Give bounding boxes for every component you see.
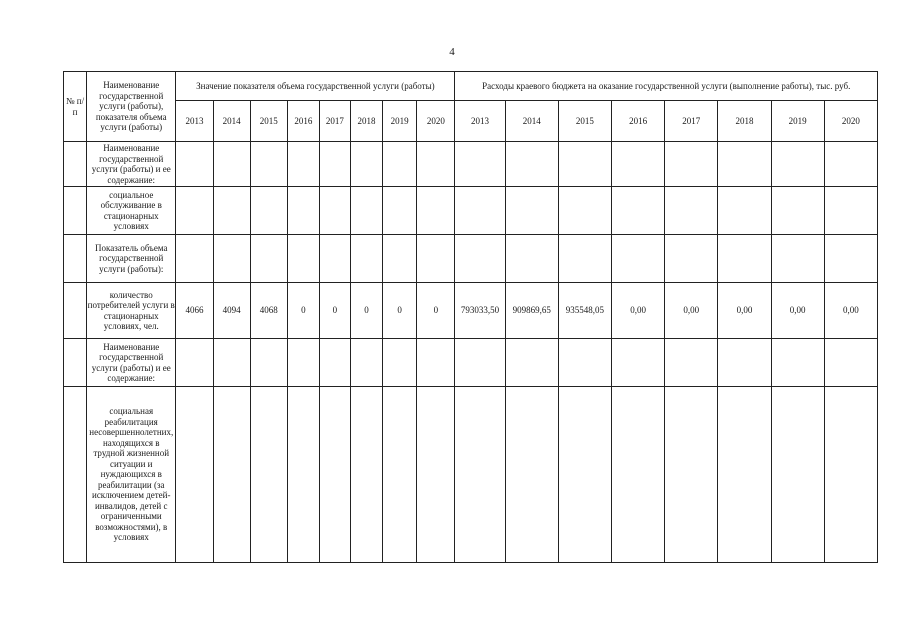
year-budget-header: 2016 — [611, 101, 664, 142]
volume-value-cell — [417, 387, 455, 563]
budget-value-cell — [718, 339, 771, 387]
volume-value-cell — [213, 187, 250, 235]
header-volume-group: Значение показателя объема государственной услуги (работы) — [176, 72, 455, 101]
budget-value-cell — [505, 142, 558, 187]
budget-value-cell — [455, 142, 505, 187]
budget-value-cell — [718, 387, 771, 563]
volume-value-cell: 0 — [319, 283, 350, 339]
volume-value-cell: 4094 — [213, 283, 250, 339]
volume-value-cell — [250, 187, 287, 235]
budget-value-cell — [455, 187, 505, 235]
volume-value-cell — [213, 387, 250, 563]
volume-value-cell — [176, 142, 213, 187]
year-volume-header: 2013 — [176, 101, 213, 142]
row-name-cell: социальная реабилитация несовершеннолетних, находящихся в трудной жизненной ситуации и нуждающихся в реабилитации (за исключением детей-инвалидов, детей с ограниченными возможностями), в условиях — [87, 387, 176, 563]
volume-value-cell — [176, 187, 213, 235]
page-number: 4 — [449, 46, 455, 58]
volume-value-cell: 0 — [417, 283, 455, 339]
volume-value-cell — [213, 142, 250, 187]
year-header-row — [64, 101, 878, 142]
volume-value-cell — [417, 235, 455, 283]
budget-value-cell — [665, 187, 718, 235]
budget-value-cell: 0,00 — [824, 283, 877, 339]
budget-value-cell: 935548,05 — [558, 283, 611, 339]
table-body — [64, 142, 878, 563]
row-num-cell — [64, 142, 87, 187]
volume-value-cell — [350, 339, 382, 387]
volume-value-cell — [319, 142, 350, 187]
header-name: Наименование государственной услуги (работы), показателя объема услуги (работы) — [87, 72, 176, 142]
year-budget-header: 2015 — [558, 101, 611, 142]
budget-value-cell: 0,00 — [611, 283, 664, 339]
budget-value-cell — [505, 387, 558, 563]
volume-value-cell: 0 — [383, 283, 417, 339]
volume-value-cell — [287, 142, 319, 187]
year-budget-header: 2014 — [505, 101, 558, 142]
volume-value-cell — [287, 339, 319, 387]
year-budget-header: 2018 — [718, 101, 771, 142]
year-budget-header: 2013 — [455, 101, 505, 142]
volume-value-cell — [383, 387, 417, 563]
volume-value-cell — [213, 235, 250, 283]
row-num-cell — [64, 235, 87, 283]
year-budget-header: 2019 — [771, 101, 824, 142]
row-num-cell — [64, 387, 87, 563]
table-row — [64, 387, 878, 563]
budget-value-cell — [718, 142, 771, 187]
budget-value-cell: 0,00 — [665, 283, 718, 339]
budget-value-cell — [611, 235, 664, 283]
row-name-cell: Наименование государственной услуги (работы) и ее содержание: — [87, 339, 176, 387]
year-volume-header: 2018 — [350, 101, 382, 142]
budget-value-cell — [455, 339, 505, 387]
row-num-cell — [64, 283, 87, 339]
year-volume-header: 2014 — [213, 101, 250, 142]
volume-value-cell — [417, 187, 455, 235]
budget-value-cell — [665, 142, 718, 187]
volume-value-cell: 0 — [350, 283, 382, 339]
header-budget-group: Расходы краевого бюджета на оказание государственной услуги (выполнение работы), тыс. руб. — [455, 72, 878, 101]
budget-value-cell — [718, 235, 771, 283]
budget-value-cell — [558, 142, 611, 187]
volume-value-cell — [250, 235, 287, 283]
budget-value-cell — [771, 187, 824, 235]
budget-value-cell — [455, 387, 505, 563]
volume-value-cell — [287, 387, 319, 563]
volume-value-cell — [417, 339, 455, 387]
budget-value-cell — [824, 339, 877, 387]
volume-value-cell — [383, 235, 417, 283]
budget-value-cell — [611, 387, 664, 563]
row-name-cell: Наименование государственной услуги (работы) и ее содержание: — [87, 142, 176, 187]
budget-value-cell — [665, 235, 718, 283]
volume-value-cell — [350, 187, 382, 235]
volume-value-cell: 4068 — [250, 283, 287, 339]
volume-value-cell — [383, 142, 417, 187]
budget-value-cell: 793033,50 — [455, 283, 505, 339]
volume-value-cell — [319, 235, 350, 283]
header-num: № п/п — [64, 72, 87, 142]
year-volume-header: 2019 — [383, 101, 417, 142]
budget-value-cell — [505, 235, 558, 283]
table-row — [64, 339, 878, 387]
volume-value-cell — [250, 339, 287, 387]
volume-value-cell — [383, 339, 417, 387]
budget-value-cell — [611, 187, 664, 235]
volume-value-cell: 0 — [287, 283, 319, 339]
services-table — [63, 71, 878, 563]
budget-value-cell — [505, 339, 558, 387]
table-row — [64, 142, 878, 187]
volume-value-cell — [250, 387, 287, 563]
volume-value-cell — [287, 235, 319, 283]
budget-value-cell — [558, 235, 611, 283]
budget-value-cell — [611, 142, 664, 187]
budget-value-cell — [665, 387, 718, 563]
budget-value-cell — [558, 187, 611, 235]
budget-value-cell: 909869,65 — [505, 283, 558, 339]
budget-value-cell — [665, 339, 718, 387]
budget-value-cell: 0,00 — [718, 283, 771, 339]
volume-value-cell — [176, 235, 213, 283]
budget-value-cell — [771, 235, 824, 283]
budget-value-cell — [824, 387, 877, 563]
row-name-cell: количество потребителей услуги в стационарных условиях, чел. — [87, 283, 176, 339]
year-budget-header: 2017 — [665, 101, 718, 142]
year-volume-header: 2015 — [250, 101, 287, 142]
volume-value-cell — [250, 142, 287, 187]
volume-value-cell — [383, 187, 417, 235]
budget-value-cell — [824, 187, 877, 235]
table-row — [64, 235, 878, 283]
year-volume-header: 2016 — [287, 101, 319, 142]
row-name-cell: социальное обслуживание в стационарных условиях — [87, 187, 176, 235]
year-volume-header: 2020 — [417, 101, 455, 142]
budget-value-cell — [824, 142, 877, 187]
volume-value-cell — [176, 339, 213, 387]
volume-value-cell — [213, 339, 250, 387]
budget-value-cell — [771, 387, 824, 563]
row-num-cell — [64, 339, 87, 387]
budget-value-cell — [771, 142, 824, 187]
volume-value-cell — [350, 142, 382, 187]
volume-value-cell — [176, 387, 213, 563]
budget-value-cell — [824, 235, 877, 283]
row-name-cell: Показатель объема государственной услуги (работы): — [87, 235, 176, 283]
budget-value-cell — [611, 339, 664, 387]
year-budget-header: 2020 — [824, 101, 877, 142]
budget-value-cell — [558, 387, 611, 563]
budget-value-cell — [558, 339, 611, 387]
volume-value-cell — [350, 387, 382, 563]
year-volume-header: 2017 — [319, 101, 350, 142]
volume-value-cell — [287, 187, 319, 235]
budget-value-cell — [505, 187, 558, 235]
budget-value-cell — [455, 235, 505, 283]
budget-value-cell: 0,00 — [771, 283, 824, 339]
table-row — [64, 283, 878, 339]
budget-value-cell — [771, 339, 824, 387]
table-row — [64, 187, 878, 235]
volume-value-cell — [319, 187, 350, 235]
budget-value-cell — [718, 187, 771, 235]
volume-value-cell — [417, 142, 455, 187]
volume-value-cell — [350, 235, 382, 283]
volume-value-cell — [319, 339, 350, 387]
volume-value-cell — [319, 387, 350, 563]
row-num-cell — [64, 187, 87, 235]
volume-value-cell: 4066 — [176, 283, 213, 339]
